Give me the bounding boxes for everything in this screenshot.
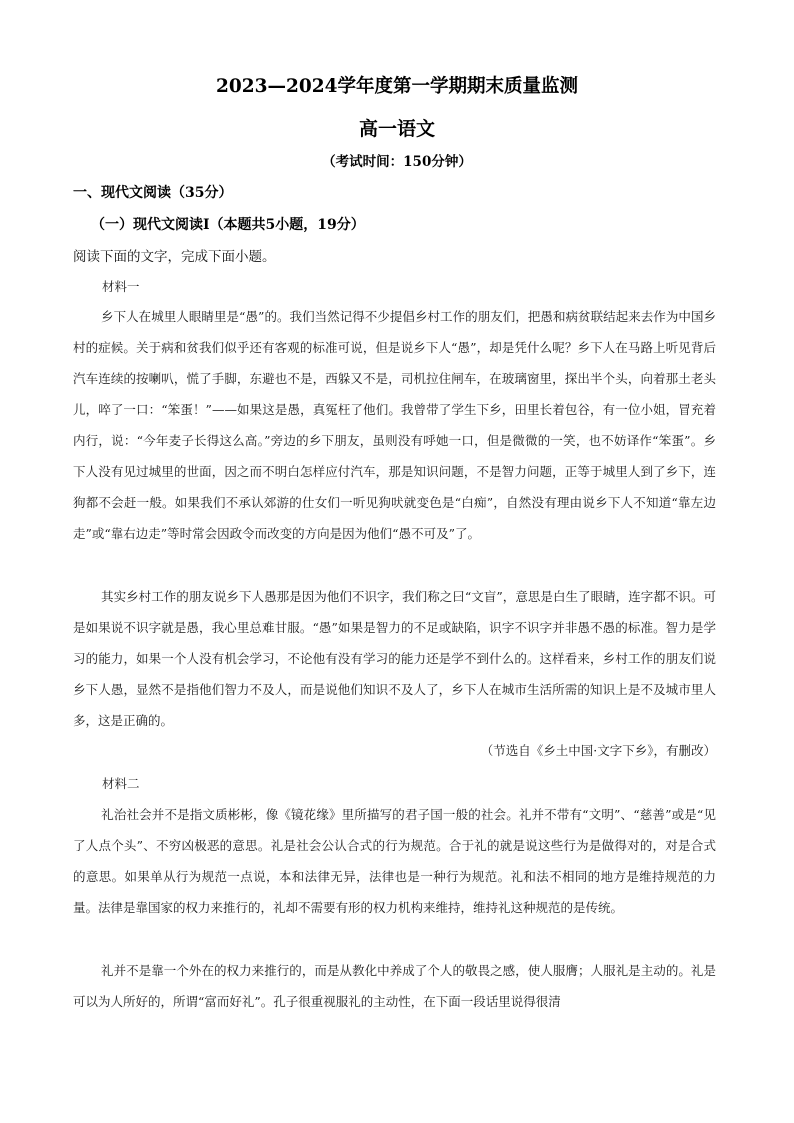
subsection-heading: （一）现代文阅读Ⅰ（本题共5小题，19分） bbox=[91, 217, 365, 233]
material-two-label: 材料二 bbox=[102, 776, 140, 791]
paragraph-text: 乡下人在城里人眼睛里是“愚”的。我们当然记得不少提倡乡村工作的朋友们，把愚和病贫联结起来去作为中国乡村的症候。关于病和贫我们似乎还有客观的标准可说，但是说乡下人“愚”，却是凭什么呢？乡下人在马路上听见背后汽车连续的按喇叭，慌了手脚，东避也不是，西躲又不是，司机拉住闸车，在玻璃窗里，探出半个头，向着那土老头儿，啐了一口：“笨蛋！”——如果这是愚，真冤枉了他们。我曾带了学生下乡，田里长着包谷，有一位小姐，冒充着内行，说：“今年麦子长得这么高。”旁边的乡下朋友，虽则没有呼她一口，但是微微的一笑，也不妨译作“笨蛋”。乡下人没有见过城里的世面，因之而不明白怎样应付汽车，那是知识问题，不是智力问题，正等于城里人到了乡下，连狗都不会赶一般。如果我们不承认郊游的仕女们一听见狗吠就变色是“白痴”，自然没有理由说乡下人不知道“靠左边走”或“靠右边走”等时常会因政令而改变的方向是因为他们“愚不可及”了。 bbox=[73, 309, 716, 541]
material-one-label: 材料一 bbox=[102, 279, 140, 294]
paragraph-text: 其实乡村工作的朋友说乡下人愚那是因为他们不识字，我们称之曰“文盲”，意思是白生了眼睛，连字都不识。可是如果说不识字就是愚，我心里总难甘服。“愚”如果是智力的不足或缺陷，识字不识字并非愚不愚的标准。智力是学习的能力，如果一个人没有机会学习，不论他有没有学习的能力还是学不到什么的。这样看来，乡村工作的朋友们说乡下人愚，显然不是指他们智力不及人，而是说他们知识不及人了，乡下人在城市生活所需的知识上是不及城市里人多，这是正确的。 bbox=[73, 589, 716, 728]
subject-title: 高一语文 bbox=[358, 118, 435, 140]
reading-instruction: 阅读下面的文字，完成下面小题。 bbox=[73, 249, 276, 265]
paragraph-text: 礼并不是靠一个外在的权力来推行的，而是从教化中养成了个人的敬畏之感，使人服膺；人服礼是主动的。礼是可以为人所好的，所谓“富而好礼”。孔子很重视服礼的主动性，在下面一段话里说得很清 bbox=[73, 963, 716, 1009]
material-one-paragraph-1 bbox=[73, 301, 716, 549]
material-one-paragraph-2 bbox=[73, 581, 716, 736]
source-citation: （节选自《乡土中国·文字下乡》，有删改） bbox=[480, 743, 716, 758]
paragraph-text: 礼治社会并不是指文质彬彬，像《镜花缘》里所描写的君子国一般的社会。礼并不带有“文明”、“慈善”或是“见了人点个头”、不穷凶极恶的意思。礼是社会公认合式的行为规范。合于礼的就是说这些行为是做得对的，对是合式的意思。如果单从行为规范一点说，本和法律无异，法律也是一种行为规范。礼和法不相同的地方是维持规范的力量。法律是靠国家的权力来推行的，礼却不需要有形的权力机构来维持，维持礼这种规范的是传统。 bbox=[73, 807, 716, 915]
material-two-paragraph-1 bbox=[73, 799, 716, 923]
exam-time: （考试时间：150分钟） bbox=[322, 154, 472, 170]
section-heading: 一、现代文阅读（35分） bbox=[73, 185, 233, 201]
exam-title: 2023—2024学年度第一学期期末质量监测 bbox=[216, 76, 578, 97]
material-two-paragraph-2 bbox=[73, 955, 716, 1017]
